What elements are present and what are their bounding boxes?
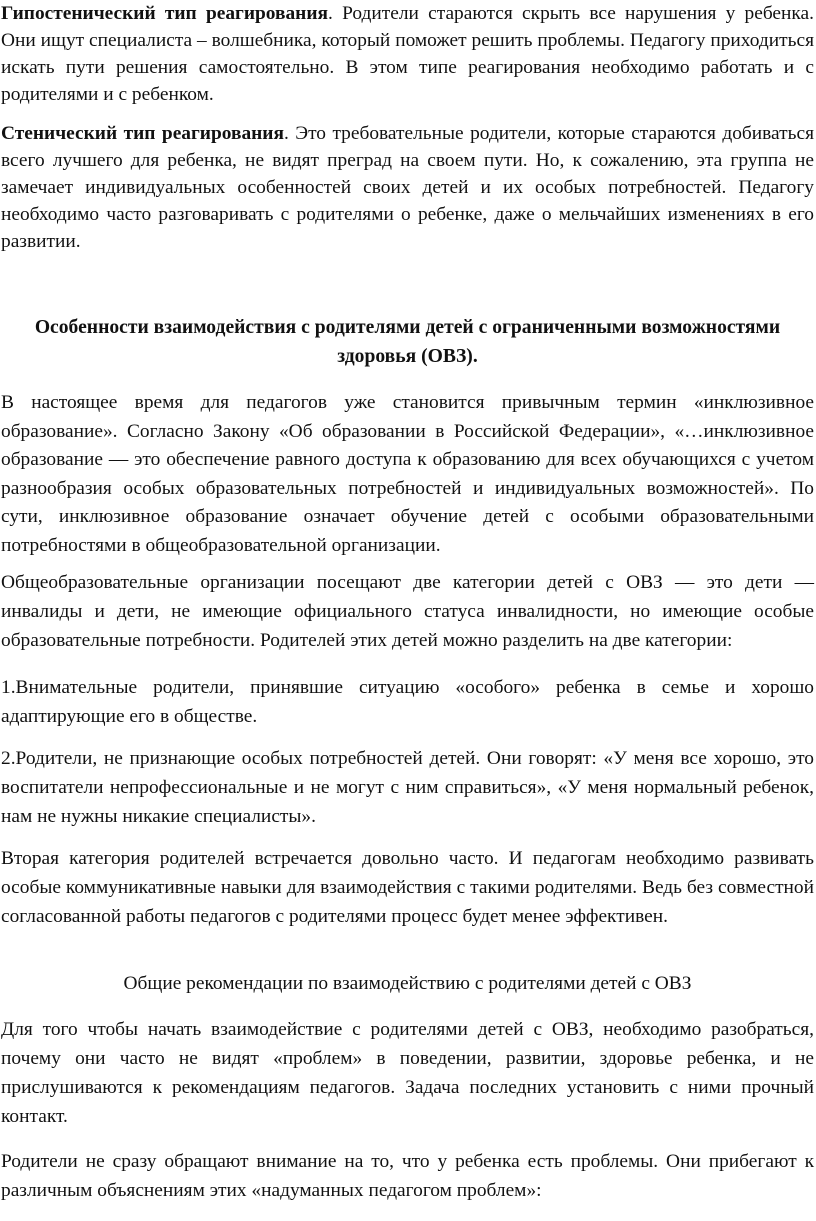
paragraph-sthenic [1, 120, 814, 255]
paragraph-explanations: Родители не сразу обращают внимание на то, что у ребенка есть проблемы. Они прибегают к различным объяснениям этих «надуманных педагогом проблем»: [1, 1151, 814, 1201]
paragraph-hyposthenic-text: . Родители стараются скрыть все нарушения у ребенка. Они ищут специалиста – волшебника, который поможет решить проблемы. Педагогу приходиться искать пути решения самостоятельно. В этом типе реагирования необходимо работать и с родителями и с ребенком. [1, 3, 814, 105]
list-item-denying-parents: 2.Родители, не признающие особых потребностей детей. Они говорят: «У меня все хорошо, это воспитатели непрофессиональные и не могут с ним справиться», «У меня нормальный ребенок, нам не нужны никакие специалисты». [1, 748, 814, 827]
term-hyposthenic: Гипостенический тип реагирования [1, 3, 329, 24]
subheading-recommendations: Общие рекомендации по взаимодействию с родителями детей с ОВЗ [123, 973, 692, 994]
paragraph-start-interaction: Для того чтобы начать взаимодействие с родителями детей с ОВЗ, необходимо разобраться, почему они часто не видят «проблем» в поведении, развитии, здоровье ребенка, и не прислушиваются к рекомендациям педагогов. Задача последних установить с ними прочный контакт. [1, 1019, 814, 1127]
paragraph-sthenic-text: . Это требовательные родители, которые стараются добиваться всего лучшего для ребенка, не видят преград на своем пути. Но, к сожалению, эта группа не замечает индивидуальных особенностей своих детей и их особых потребностей. Педагогу необходимо часто разговаривать с родителями о ребенке, даже о мельчайших изменениях в его развитии. [1, 123, 814, 252]
paragraph-hyposthenic [1, 0, 814, 108]
paragraph-second-category: Вторая категория родителей встречается довольно часто. И педагогам необходимо развивать особые коммуникативные навыки для взаимодействия с такими родителями. Ведь без совместной согласованной работы педагогов с родителями процесс будет менее эффективен. [1, 848, 814, 927]
paragraph-inclusive-education: В настоящее время для педагогов уже становится привычным термин «инклюзивное образование». Согласно Закону «Об образовании в Российской Федерации», «…инклюзивное образование — это обеспечение равного доступа к образованию для всех обучающихся с учетом разнообразия особых образовательных потребностей и индивидуальных возможностей». По сути, инклюзивное образование означает обучение детей с особыми образовательными потребностями в общеобразовательной организации. [1, 392, 814, 556]
list-item-attentive-parents: 1.Внимательные родители, принявшие ситуацию «особого» ребенка в семье и хорошо адаптирующие его в обществе. [1, 677, 814, 727]
paragraph-categories: Общеобразовательные организации посещают две категории детей с ОВЗ — это дети — инвалиды и дети, не имеющие официального статуса инвалидности, но имеющие особые образовательные потребности. Родителей этих детей можно разделить на две категории: [1, 572, 814, 651]
section-heading-ovz: Особенности взаимодействия с родителями детей с ограниченными возможностями здоровья (ОВЗ). [34, 317, 781, 367]
term-sthenic: Стенический тип реагирования [1, 123, 284, 144]
